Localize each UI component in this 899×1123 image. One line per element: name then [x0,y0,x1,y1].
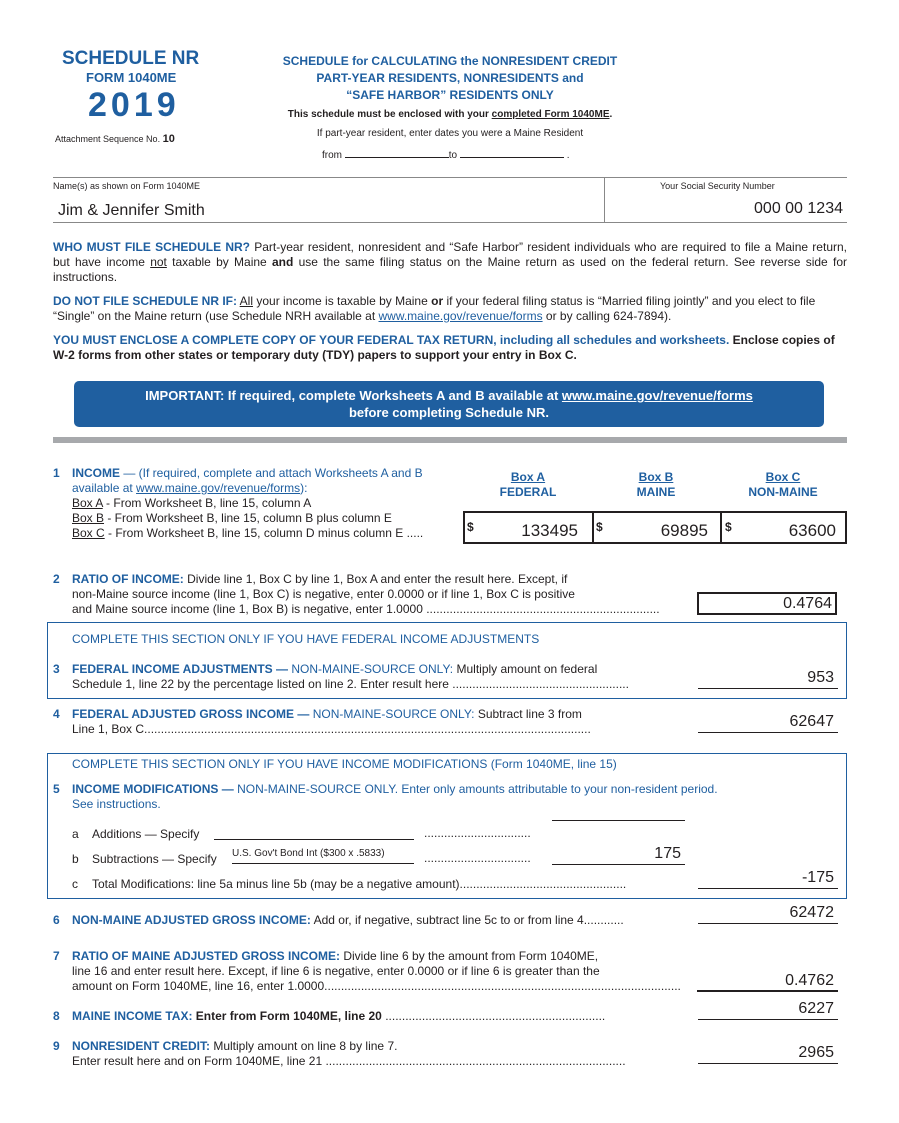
important-banner: IMPORTANT: If required, complete Worksheets A and B available at www.maine.gov/revenue/forms before completing Schedule NR. [74,381,824,427]
schedule-title: SCHEDULE NR [62,48,200,69]
line-7-ratio-field[interactable]: 0.4762 [697,971,838,992]
line-2-text: RATIO OF INCOME: Divide line 1, Box C by line 1, Box A and enter the result here. Except, if non-Maine source income (line 1, Box C) is negative, enter 0.0000 or if line 1, Box C is positive and Maine source income (line 1, Box B) is negative, enter 1.0000 ...................................................................... [72,572,660,616]
from-date-field[interactable] [345,148,449,158]
line-5-number: 5 [53,782,60,796]
line-5c-label: Total Modifications: line 5a minus line 5b (may be a negative amount).................................................. [92,877,627,891]
line-4-number: 4 [53,707,60,721]
banner-forms-link[interactable]: www.maine.gov/revenue/forms [561,388,753,403]
name-field[interactable]: Jim & Jennifer Smith [58,202,205,219]
box-b-maine-field[interactable]: 69895 [660,521,708,540]
line-5b-specify-field[interactable]: U.S. Gov't Bond Int ($300 x .5833) [232,848,414,864]
line-5b-label: Subtractions — Specify [92,852,217,866]
line-6-number: 6 [53,913,60,927]
to-date-field[interactable] [460,148,564,158]
ssn-field[interactable]: 000 00 1234 [754,200,843,217]
enclose-note: This schedule must be enclosed with your completed Form 1040ME. [287,109,613,120]
part-year-note: If part-year resident, enter dates you were a Maine Resident [316,128,584,139]
line-4-field[interactable]: 62647 [698,712,838,733]
form-number: FORM 1040ME [86,70,177,85]
ssn-label: Your Social Security Number [660,181,775,191]
modifications-section-title: COMPLETE THIS SECTION ONLY IF YOU HAVE INCOME MODIFICATIONS (Form 1040ME, line 15) [72,757,617,771]
line-5c-letter: c [72,877,78,891]
line-6-text: NON-MAINE ADJUSTED GROSS INCOME: Add or, if negative, subtract line 5c to or from line 4............ [72,913,624,927]
box-a-currency: $ [467,520,474,534]
line-9-text: NONRESIDENT CREDIT: Multiply amount on line 8 by line 7. Enter result here and on Form 1040ME, line 21 .......................................................................................... [72,1039,626,1068]
line-5a-field[interactable] [552,820,685,821]
enclose-federal: YOU MUST ENCLOSE A COMPLETE COPY OF YOUR FEDERAL TAX RETURN, including all schedules and worksheets. Enclose copies of W-2 forms from other states or temporary duty (TDY) papers to support your entry in Box C. [53,333,835,362]
income-box-divider-2 [720,511,722,544]
line-3-field[interactable]: 953 [698,668,838,689]
column-c-header: Box C NON-MAINE [748,470,818,499]
column-b-header: Box B MAINE [636,470,676,499]
line-1-number: 1 [53,466,60,480]
main-title: SCHEDULE for CALCULATING the NONRESIDENT CREDIT PART-YEAR RESIDENTS, NONRESIDENTS and “SAFE HARBOR” RESIDENTS ONLY [282,54,618,102]
line-3-text: FEDERAL INCOME ADJUSTMENTS — NON-MAINE-SOURCE ONLY: Multiply amount on federal Schedule 1, line 22 by the percentage listed on line 2. Enter result here ..................................................... [72,662,629,691]
line-9-field[interactable]: 2965 [698,1043,838,1064]
federal-section-title: COMPLETE THIS SECTION ONLY IF YOU HAVE FEDERAL INCOME ADJUSTMENTS [72,632,540,646]
line-2-ratio-field[interactable]: 0.4764 [697,592,837,615]
income-box-divider-1 [592,511,594,544]
attachment-sequence: Attachment Sequence No. 10 [55,133,175,145]
line-9-number: 9 [53,1039,60,1053]
line-5a-label: Additions — Specify [92,827,200,841]
line-5a-specify-field[interactable] [214,825,414,840]
line-1-text: INCOME — (If required, complete and attach Worksheets A and B available at www.maine.gov/revenue/forms): Box A - From Worksheet B, line 15, column A Box B - From Worksheet B, line 15, column B plus column E Box C - From Worksheet B, line 15, column D minus column E ..... [72,466,424,540]
taxpayer-divider [604,177,605,223]
line-8-text: MAINE INCOME TAX: Enter from Form 1040ME, line 20 .................................................................. [72,1009,606,1023]
tax-year: 2019 [88,86,180,124]
box-b-currency: $ [596,520,603,534]
box-c-non-maine-field[interactable]: 63600 [788,521,836,540]
line-5-text: INCOME MODIFICATIONS — NON-MAINE-SOURCE ONLY. Enter only amounts attributable to your non-resident period. See instructions. [72,782,718,811]
name-label: Name(s) as shown on Form 1040ME [53,181,201,191]
line-1-forms-link[interactable]: www.maine.gov/revenue/forms [136,481,301,495]
line-5a-letter: a [72,827,79,841]
line-5c-field[interactable]: -175 [698,868,838,889]
line-5a-leader: ................................ [424,826,531,840]
do-not-file: DO NOT FILE SCHEDULE NR IF: All your income is taxable by Maine or if your federal filing status is “Married filing jointly” and you elect to file “Single” on the Maine return (use Schedule NRH available at www.maine.gov/revenue/forms or by calling 624-7894). [53,294,816,323]
column-a-header: Box A FEDERAL [499,470,557,499]
line-7-text: RATIO OF MAINE ADJUSTED GROSS INCOME: Divide line 6 by the amount from Form 1040ME, line 16 and enter result here. Except, if line 6 is negative, enter 0.0000 or if line 6 is greater than the amount on Form 1040ME, line 16, enter 1.0000........................................................................................................... [72,949,681,993]
resident-dates: from to . [322,150,570,161]
box-a-federal-field[interactable]: 133495 [521,521,578,540]
line-2-number: 2 [53,572,60,586]
line-7-number: 7 [53,949,60,963]
revenue-forms-link[interactable]: www.maine.gov/revenue/forms [378,309,543,323]
line-4-text: FEDERAL ADJUSTED GROSS INCOME — NON-MAINE-SOURCE ONLY: Subtract line 3 from Line 1, Box C...................................................................................................................................... [72,707,591,736]
line-6-field[interactable]: 62472 [698,903,838,924]
line-3-number: 3 [53,662,60,676]
who-must-file: WHO MUST FILE SCHEDULE NR? Part-year resident, nonresident and “Safe Harbor” resident individuals who are required to file a Maine return, but have income not taxable by Maine and use the same filing status on the Maine return as used on the federal return. See reverse side for instructions. [53,240,847,284]
line-5b-leader: ................................ [424,851,531,865]
line-8-number: 8 [53,1009,60,1023]
section-divider [53,437,847,443]
line-5b-letter: b [72,852,79,866]
line-8-field[interactable]: 6227 [698,999,838,1020]
line-5b-field[interactable]: 175 [552,844,685,865]
box-c-currency: $ [725,520,732,534]
